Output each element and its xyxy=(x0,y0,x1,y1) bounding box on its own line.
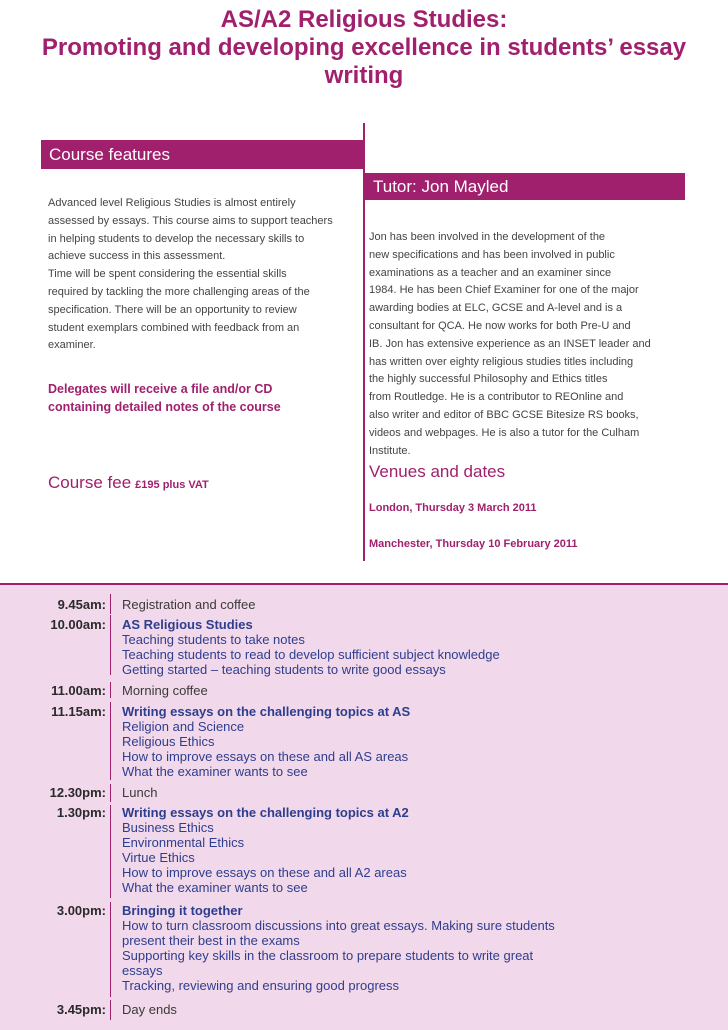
tutor-bio-line: 1984. He has been Chief Examiner for one of the major xyxy=(369,284,639,297)
page-title xyxy=(0,6,728,90)
tutor-bio-line: Jon has been involved in the development of the xyxy=(369,231,606,243)
tutor-bio-line: awarding bodies at ELC, GCSE and A-level and is a xyxy=(369,302,623,315)
schedule-item: What the examiner wants to see xyxy=(122,880,308,895)
schedule-item: present their best in the exams xyxy=(122,933,300,948)
schedule-item: Supporting key skills in the classroom to prepare students to write great xyxy=(122,948,534,963)
schedule-item: Lunch xyxy=(122,785,158,800)
schedule-item: How to improve essays on these and all A2 areas xyxy=(122,865,407,880)
schedule-separator xyxy=(110,682,111,698)
schedule-time: 11.00am: xyxy=(51,683,106,698)
schedule-item: Tracking, reviewing and ensuring good progress xyxy=(122,978,400,993)
schedule-item-heading: Writing essays on the challenging topics at AS xyxy=(122,704,411,719)
schedule-item: Environmental Ethics xyxy=(122,835,245,850)
title-line-2: Promoting and developing excellence in students’ essay xyxy=(41,34,687,61)
tutor-bio-line: also writer and editor of BBC GCSE Bitesize RS books, xyxy=(369,408,639,421)
schedule-time: 11.15am: xyxy=(51,704,106,719)
schedule-time: 9.45am: xyxy=(57,597,106,612)
schedule-separator xyxy=(110,594,111,614)
schedule-item-heading: Bringing it together xyxy=(122,903,243,918)
course-fee xyxy=(48,473,209,493)
schedule-separator xyxy=(110,784,111,802)
course-fee-label: Course fee xyxy=(48,473,132,492)
course-features-line: required by tackling the more challenging areas of the xyxy=(48,285,310,298)
schedule-item-heading: AS Religious Studies xyxy=(122,617,253,632)
schedule-item-heading: Writing essays on the challenging topics at A2 xyxy=(122,805,409,820)
tutor-bio-line: IB. Jon has extensive experience as an INSET leader and xyxy=(369,337,651,350)
course-features-line: in helping students to develop the necessary skills to xyxy=(48,232,305,245)
course-features-line: Advanced level Religious Studies is almost entirely xyxy=(48,197,296,209)
course-features-line: specification. There will be an opportunity to review xyxy=(48,303,297,316)
schedule-item: Getting started – teaching students to write good essays xyxy=(122,662,446,677)
schedule-item: Teaching students to read to develop sufficient subject knowledge xyxy=(122,647,500,662)
tutor-bio-line: consultant for QCA. He now works for both Pre-U and xyxy=(369,319,631,332)
schedule-item: Morning coffee xyxy=(122,683,208,698)
delegates-line: Delegates will receive a file and/or CD xyxy=(48,382,273,396)
schedule-time: 12.30pm: xyxy=(49,785,106,800)
schedule-separator xyxy=(110,615,111,675)
schedule-time: 1.30pm: xyxy=(56,805,106,820)
delegates-line: containing detailed notes of the course xyxy=(48,400,281,414)
schedule-item: essays xyxy=(122,963,163,978)
venue-manchester: Manchester, Thursday 10 February 2011 xyxy=(369,538,578,550)
schedule-time: 10.00am: xyxy=(50,617,106,632)
schedule-panel xyxy=(0,583,728,1030)
tutor-bio-line: examinations as a teacher and an examiner since xyxy=(369,266,612,279)
schedule-item: Religion and Science xyxy=(122,719,245,734)
tutor-bio-line: new specifications and has been involved in public xyxy=(369,248,615,261)
schedule-item: What the examiner wants to see xyxy=(122,764,308,779)
delegates-note xyxy=(48,380,281,416)
schedule-item: Religious Ethics xyxy=(122,734,215,749)
venues-heading: Venues and dates xyxy=(369,462,506,481)
course-features-text xyxy=(48,195,360,355)
schedule-item: How to turn classroom discussions into great essays. Making sure students xyxy=(122,918,555,933)
tutor-bio-line: the highly successful Philosophy and Ethics titles xyxy=(369,373,608,386)
tutor-bio-line: Institute. xyxy=(369,444,411,457)
tutor-bio-line: from Routledge. He is a contributor to REOnline and xyxy=(369,391,624,404)
tutor-bio-line: videos and webpages. He is also a tutor for the Culham xyxy=(369,426,640,439)
course-features-line: Time will be spent considering the essential skills xyxy=(48,268,287,281)
schedule-item: How to improve essays on these and all AS areas xyxy=(122,749,409,764)
schedule-item: Business Ethics xyxy=(122,820,214,835)
schedule-item: Teaching students to take notes xyxy=(122,632,305,647)
schedule-time: 3.00pm: xyxy=(56,903,106,918)
schedule-separator xyxy=(110,902,111,997)
tutor-heading: Tutor: Jon Mayled xyxy=(365,173,685,200)
schedule-item: Day ends xyxy=(122,1002,177,1017)
schedule-item: Registration and coffee xyxy=(122,597,256,612)
course-features-line: assessed by essays. This course aims to support teachers xyxy=(48,214,333,227)
schedule-separator xyxy=(110,702,111,780)
schedule-item: Virtue Ethics xyxy=(122,850,195,865)
tutor-bio-line: has written over eighty religious studies titles including xyxy=(369,355,634,368)
course-features-line: achieve success in this assessment. xyxy=(48,250,226,263)
venue-london: London, Thursday 3 March 2011 xyxy=(369,502,537,514)
title-line-3: writing xyxy=(324,62,404,89)
schedule-separator xyxy=(110,805,111,898)
schedule-time: 3.45pm: xyxy=(56,1002,106,1017)
schedule-separator xyxy=(110,1000,111,1020)
course-fee-amount: £195 plus VAT xyxy=(135,479,209,491)
course-features-line: student exemplars combined with feedback from an xyxy=(48,321,300,334)
tutor-bio xyxy=(369,229,681,460)
course-features-line: examiner. xyxy=(48,339,96,352)
course-features-heading: Course features xyxy=(41,140,363,169)
title-line-1: AS/A2 Religious Studies: xyxy=(220,6,508,33)
